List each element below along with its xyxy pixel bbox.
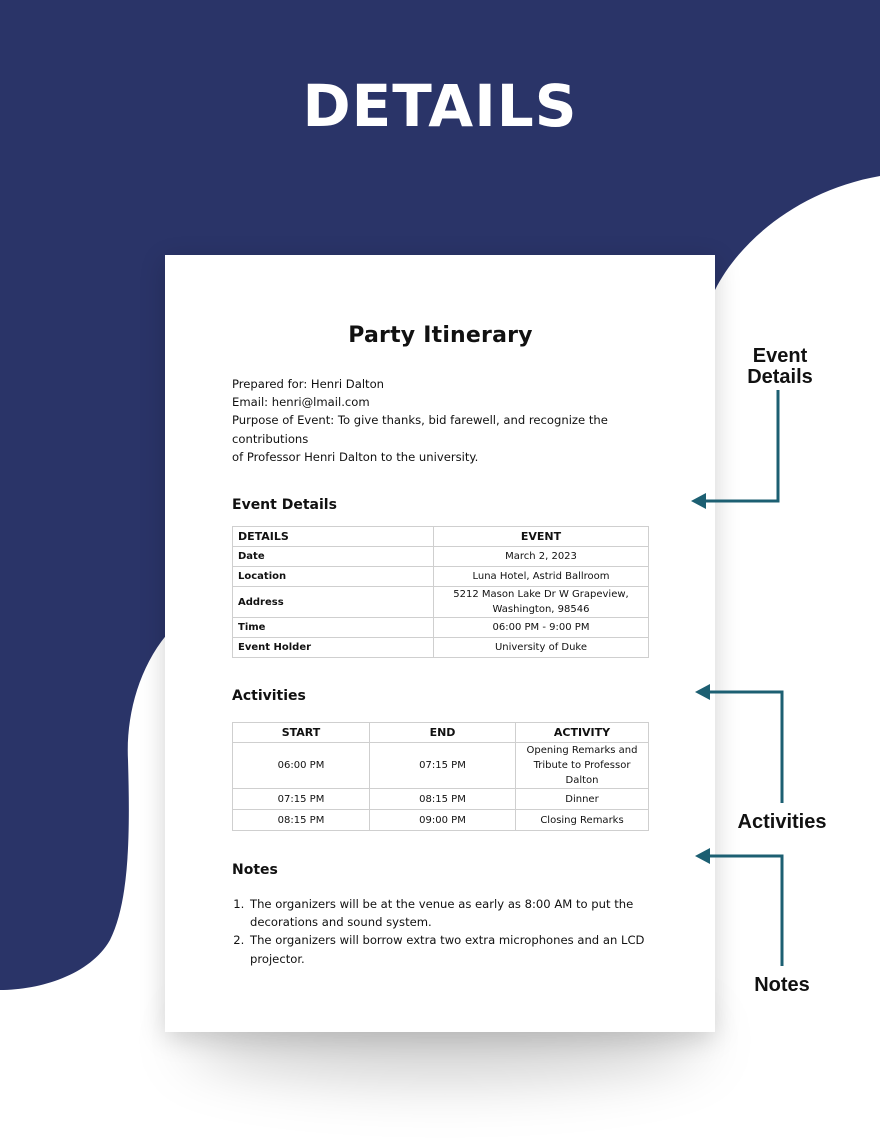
table-row [233,743,649,789]
row-value [434,587,649,618]
table-row [233,587,649,618]
row-label: Event Holder [233,638,434,658]
note-line-2: projector. [250,951,305,966]
notes-list [232,895,649,968]
table-row [233,567,649,587]
row-label: Address [233,587,434,618]
purpose-line-1: Purpose of Event: To give thanks, bid farewell, and recognize the contributions [232,413,608,446]
activities-table [232,722,649,831]
callout-line-2: Details [747,366,813,388]
list-item [248,931,649,967]
cell-end: 07:15 PM [370,743,516,789]
note-line-1: The organizers will be at the venue as early as 8:00 AM to put the [250,897,634,912]
list-item [248,895,649,931]
prepared-for: Prepared for: Henri Dalton [232,377,385,391]
table-header-row [233,723,649,743]
cell-start: 06:00 PM [233,743,370,789]
activity-line-2: Tribute to Professor Dalton [533,760,631,787]
banner-title: DETAILS [302,72,578,140]
callout-event-details [730,346,830,388]
event-details-table [232,526,649,658]
document-content [232,255,649,968]
document-page [165,255,715,1032]
row-value: Luna Hotel, Astrid Ballroom [434,567,649,587]
row-value: 06:00 PM - 9:00 PM [434,618,649,638]
table-row [233,810,649,831]
header-details: DETAILS [233,527,434,547]
row-label: Location [233,567,434,587]
cell-activity: Dinner [516,789,649,810]
header-start: START [233,723,370,743]
address-line-2: Washington, 98546 [492,604,590,616]
callout-activities: Activities [737,811,827,833]
callout-notes: Notes [754,974,810,996]
activities-heading: Activities [232,688,306,705]
table-row [233,547,649,567]
table-header-row [233,527,649,547]
note-line-1: The organizers will borrow extra two extra microphones and an LCD [250,933,645,948]
header-activity: ACTIVITY [516,723,649,743]
cell-end: 08:15 PM [370,789,516,810]
row-value: University of Duke [434,638,649,658]
row-value: March 2, 2023 [434,547,649,567]
email: Email: henri@lmail.com [232,395,370,410]
table-row [233,618,649,638]
note-line-2: decorations and sound system. [250,915,432,930]
document-title: Party Itinerary [348,323,533,348]
purpose-line-2: of Professor Henri Dalton to the university. [232,449,479,464]
header-event: EVENT [434,527,649,547]
cell-activity [516,743,649,789]
table-row [233,789,649,810]
callout-line-1: Event [752,345,808,367]
cell-start: 07:15 PM [233,789,370,810]
event-details-heading: Event Details [232,497,337,514]
cell-end: 09:00 PM [370,810,516,831]
row-label: Date [233,547,434,567]
table-row [233,638,649,658]
notes-heading: Notes [232,862,278,879]
document-meta [232,375,649,466]
cell-start: 08:15 PM [233,810,370,831]
row-label: Time [233,618,434,638]
activity-line-1: Opening Remarks and [526,745,638,757]
header-end: END [370,723,516,743]
cell-activity: Closing Remarks [516,810,649,831]
address-line-1: 5212 Mason Lake Dr W Grapeview, [453,589,629,601]
